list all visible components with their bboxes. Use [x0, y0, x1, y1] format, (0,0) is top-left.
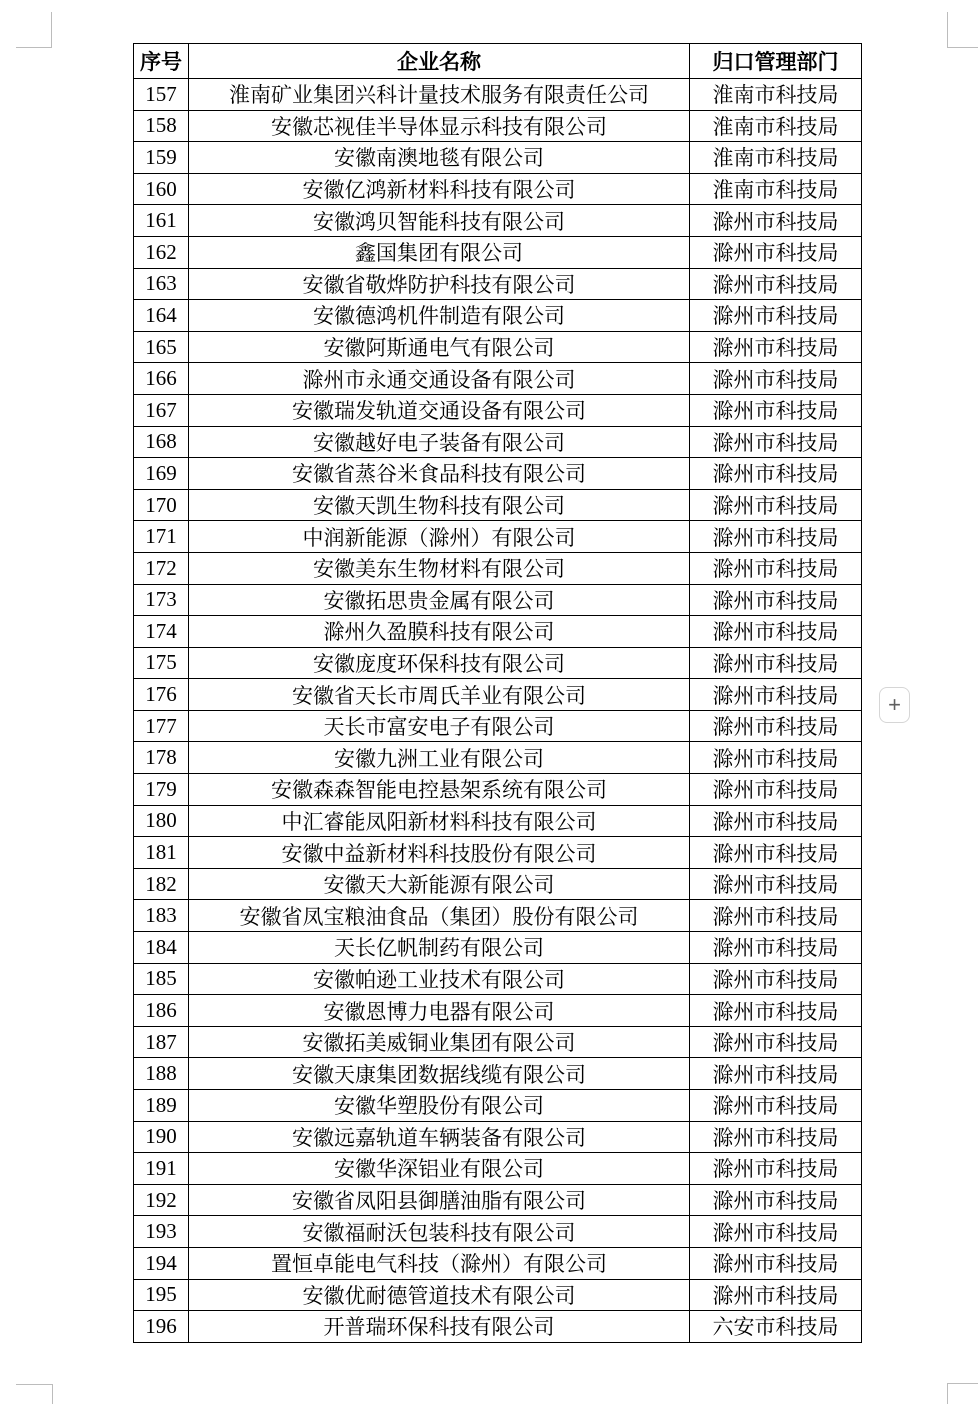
- company-name-cell: 安徽森森智能电控悬架系统有限公司: [189, 774, 690, 806]
- row-number-cell: 190: [134, 1121, 189, 1153]
- company-name-cell: 安徽亿鸿新材料科技有限公司: [189, 173, 690, 205]
- table-row: [134, 932, 862, 964]
- department-cell: 淮南市科技局: [690, 79, 862, 111]
- table-row: [134, 742, 862, 774]
- row-number-cell: 168: [134, 426, 189, 458]
- row-number-cell: 182: [134, 868, 189, 900]
- row-number-cell: 159: [134, 142, 189, 174]
- row-number-cell: 179: [134, 774, 189, 806]
- department-cell: 滁州市科技局: [690, 1247, 862, 1279]
- department-cell: 滁州市科技局: [690, 1153, 862, 1185]
- company-name-cell: 安徽天大新能源有限公司: [189, 868, 690, 900]
- row-number-cell: 193: [134, 1216, 189, 1248]
- department-cell: 滁州市科技局: [690, 616, 862, 648]
- company-name-cell: 开普瑞环保科技有限公司: [189, 1311, 690, 1343]
- table-row: [134, 710, 862, 742]
- department-cell: 淮南市科技局: [690, 173, 862, 205]
- company-name-cell: 安徽远嘉轨道车辆装备有限公司: [189, 1121, 690, 1153]
- company-name-cell: 安徽省敬烨防护科技有限公司: [189, 268, 690, 300]
- row-number-cell: 172: [134, 552, 189, 584]
- company-name-cell: 安徽芯视佳半导体显示科技有限公司: [189, 110, 690, 142]
- department-cell: 滁州市科技局: [690, 805, 862, 837]
- row-number-cell: 167: [134, 394, 189, 426]
- row-number-cell: 163: [134, 268, 189, 300]
- company-name-cell: 安徽恩博力电器有限公司: [189, 995, 690, 1027]
- row-number-cell: 187: [134, 1026, 189, 1058]
- table-row: [134, 837, 862, 869]
- row-number-cell: 194: [134, 1247, 189, 1279]
- table-row: [134, 1058, 862, 1090]
- department-cell: 滁州市科技局: [690, 1279, 862, 1311]
- department-cell: 滁州市科技局: [690, 710, 862, 742]
- department-cell: 滁州市科技局: [690, 1121, 862, 1153]
- company-name-cell: 安徽德鸿机件制造有限公司: [189, 300, 690, 332]
- department-cell: 滁州市科技局: [690, 742, 862, 774]
- table-row: [134, 331, 862, 363]
- department-cell: 滁州市科技局: [690, 900, 862, 932]
- company-name-cell: 鑫国集团有限公司: [189, 236, 690, 268]
- table-row: [134, 426, 862, 458]
- company-name-cell: 安徽中益新材料科技股份有限公司: [189, 837, 690, 869]
- row-number-cell: 177: [134, 710, 189, 742]
- department-cell: 滁州市科技局: [690, 489, 862, 521]
- row-number-cell: 178: [134, 742, 189, 774]
- table-row: [134, 647, 862, 679]
- company-name-cell: 安徽华深铝业有限公司: [189, 1153, 690, 1185]
- page-margin-mark-bottom-left: [16, 1384, 53, 1404]
- enterprise-table: [133, 43, 862, 1343]
- table-row: [134, 900, 862, 932]
- company-name-cell: 安徽天康集团数据线缆有限公司: [189, 1058, 690, 1090]
- company-name-cell: 中汇睿能凤阳新材料科技有限公司: [189, 805, 690, 837]
- company-name-cell: 安徽华塑股份有限公司: [189, 1090, 690, 1122]
- company-name-cell: 置恒卓能电气科技（滁州）有限公司: [189, 1247, 690, 1279]
- department-cell: 滁州市科技局: [690, 679, 862, 711]
- row-number-cell: 188: [134, 1058, 189, 1090]
- row-number-cell: 157: [134, 79, 189, 111]
- department-cell: 滁州市科技局: [690, 552, 862, 584]
- department-cell: 淮南市科技局: [690, 110, 862, 142]
- table-row: [134, 363, 862, 395]
- company-name-cell: 滁州市永通交通设备有限公司: [189, 363, 690, 395]
- row-number-cell: 184: [134, 932, 189, 964]
- table-row: [134, 963, 862, 995]
- row-number-cell: 186: [134, 995, 189, 1027]
- table-header-row: [134, 44, 862, 79]
- company-name-cell: 安徽优耐德管道技术有限公司: [189, 1279, 690, 1311]
- row-number-cell: 161: [134, 205, 189, 237]
- row-number-cell: 166: [134, 363, 189, 395]
- company-name-cell: 安徽拓美威铜业集团有限公司: [189, 1026, 690, 1058]
- table-row: [134, 236, 862, 268]
- table-row: [134, 458, 862, 490]
- department-cell: 滁州市科技局: [690, 837, 862, 869]
- department-cell: 滁州市科技局: [690, 1090, 862, 1122]
- department-cell: 滁州市科技局: [690, 363, 862, 395]
- company-name-cell: 安徽省凤宝粮油食品（集团）股份有限公司: [189, 900, 690, 932]
- department-cell: 滁州市科技局: [690, 458, 862, 490]
- table-row: [134, 173, 862, 205]
- company-name-cell: 安徽南澳地毯有限公司: [189, 142, 690, 174]
- header-company-name: 企业名称: [189, 44, 690, 79]
- row-number-cell: 189: [134, 1090, 189, 1122]
- row-number-cell: 175: [134, 647, 189, 679]
- company-name-cell: 天长市富安电子有限公司: [189, 710, 690, 742]
- department-cell: 滁州市科技局: [690, 1026, 862, 1058]
- company-name-cell: 安徽庞度环保科技有限公司: [189, 647, 690, 679]
- row-number-cell: 185: [134, 963, 189, 995]
- table-row: [134, 1216, 862, 1248]
- department-cell: 滁州市科技局: [690, 331, 862, 363]
- table-row: [134, 1090, 862, 1122]
- department-cell: 滁州市科技局: [690, 426, 862, 458]
- table-row: [134, 1247, 862, 1279]
- department-cell: 滁州市科技局: [690, 521, 862, 553]
- row-number-cell: 174: [134, 616, 189, 648]
- department-cell: 滁州市科技局: [690, 394, 862, 426]
- department-cell: 滁州市科技局: [690, 995, 862, 1027]
- department-cell: 滁州市科技局: [690, 932, 862, 964]
- table-row: [134, 1026, 862, 1058]
- table-row: [134, 995, 862, 1027]
- company-name-cell: 滁州久盈膜科技有限公司: [189, 616, 690, 648]
- department-cell: 六安市科技局: [690, 1311, 862, 1343]
- row-number-cell: 170: [134, 489, 189, 521]
- row-number-cell: 173: [134, 584, 189, 616]
- table-row: [134, 1184, 862, 1216]
- table-row: [134, 521, 862, 553]
- row-number-cell: 192: [134, 1184, 189, 1216]
- company-name-cell: 安徽瑞发轨道交通设备有限公司: [189, 394, 690, 426]
- table-row: [134, 489, 862, 521]
- row-number-cell: 180: [134, 805, 189, 837]
- company-name-cell: 安徽省凤阳县御膳油脂有限公司: [189, 1184, 690, 1216]
- row-number-cell: 165: [134, 331, 189, 363]
- company-name-cell: 安徽阿斯通电气有限公司: [189, 331, 690, 363]
- row-number-cell: 181: [134, 837, 189, 869]
- department-cell: 滁州市科技局: [690, 268, 862, 300]
- table-row: [134, 110, 862, 142]
- row-number-cell: 160: [134, 173, 189, 205]
- table-row: [134, 1153, 862, 1185]
- add-button[interactable]: +: [879, 687, 910, 723]
- department-cell: 淮南市科技局: [690, 142, 862, 174]
- company-name-cell: 安徽鸿贝智能科技有限公司: [189, 205, 690, 237]
- page-margin-mark-top-right: [947, 12, 978, 48]
- company-name-cell: 安徽越好电子装备有限公司: [189, 426, 690, 458]
- department-cell: 滁州市科技局: [690, 774, 862, 806]
- table-row: [134, 552, 862, 584]
- department-cell: 滁州市科技局: [690, 236, 862, 268]
- department-cell: 滁州市科技局: [690, 205, 862, 237]
- table-row: [134, 679, 862, 711]
- department-cell: 滁州市科技局: [690, 1216, 862, 1248]
- table-row: [134, 1279, 862, 1311]
- header-managing-department: 归口管理部门: [690, 44, 862, 79]
- row-number-cell: 158: [134, 110, 189, 142]
- row-number-cell: 164: [134, 300, 189, 332]
- company-name-cell: 安徽九洲工业有限公司: [189, 742, 690, 774]
- table-row: [134, 868, 862, 900]
- table-row: [134, 300, 862, 332]
- company-name-cell: 安徽帕逊工业技术有限公司: [189, 963, 690, 995]
- row-number-cell: 171: [134, 521, 189, 553]
- page-margin-mark-bottom-right: [947, 1383, 978, 1404]
- table-row: [134, 805, 862, 837]
- row-number-cell: 169: [134, 458, 189, 490]
- table-row: [134, 142, 862, 174]
- department-cell: 滁州市科技局: [690, 647, 862, 679]
- table-row: [134, 616, 862, 648]
- table-row: [134, 1311, 862, 1343]
- department-cell: 滁州市科技局: [690, 300, 862, 332]
- department-cell: 滁州市科技局: [690, 584, 862, 616]
- table-row: [134, 1121, 862, 1153]
- row-number-cell: 176: [134, 679, 189, 711]
- company-name-cell: 天长亿帆制药有限公司: [189, 932, 690, 964]
- department-cell: 滁州市科技局: [690, 868, 862, 900]
- row-number-cell: 183: [134, 900, 189, 932]
- company-name-cell: 淮南矿业集团兴科计量技术服务有限责任公司: [189, 79, 690, 111]
- row-number-cell: 196: [134, 1311, 189, 1343]
- department-cell: 滁州市科技局: [690, 1184, 862, 1216]
- company-name-cell: 中润新能源（滁州）有限公司: [189, 521, 690, 553]
- header-serial-number: 序号: [134, 44, 189, 79]
- page-margin-mark-top-left: [16, 12, 52, 48]
- table-row: [134, 205, 862, 237]
- table-body: [134, 79, 862, 1343]
- company-name-cell: 安徽美东生物材料有限公司: [189, 552, 690, 584]
- department-cell: 滁州市科技局: [690, 963, 862, 995]
- table-row: [134, 268, 862, 300]
- row-number-cell: 191: [134, 1153, 189, 1185]
- company-name-cell: 安徽省蒸谷米食品科技有限公司: [189, 458, 690, 490]
- company-name-cell: 安徽拓思贵金属有限公司: [189, 584, 690, 616]
- row-number-cell: 195: [134, 1279, 189, 1311]
- row-number-cell: 162: [134, 236, 189, 268]
- company-name-cell: 安徽天凯生物科技有限公司: [189, 489, 690, 521]
- table-row: [134, 79, 862, 111]
- table-row: [134, 584, 862, 616]
- table-row: [134, 774, 862, 806]
- company-name-cell: 安徽福耐沃包装科技有限公司: [189, 1216, 690, 1248]
- company-name-cell: 安徽省天长市周氏羊业有限公司: [189, 679, 690, 711]
- department-cell: 滁州市科技局: [690, 1058, 862, 1090]
- table-row: [134, 394, 862, 426]
